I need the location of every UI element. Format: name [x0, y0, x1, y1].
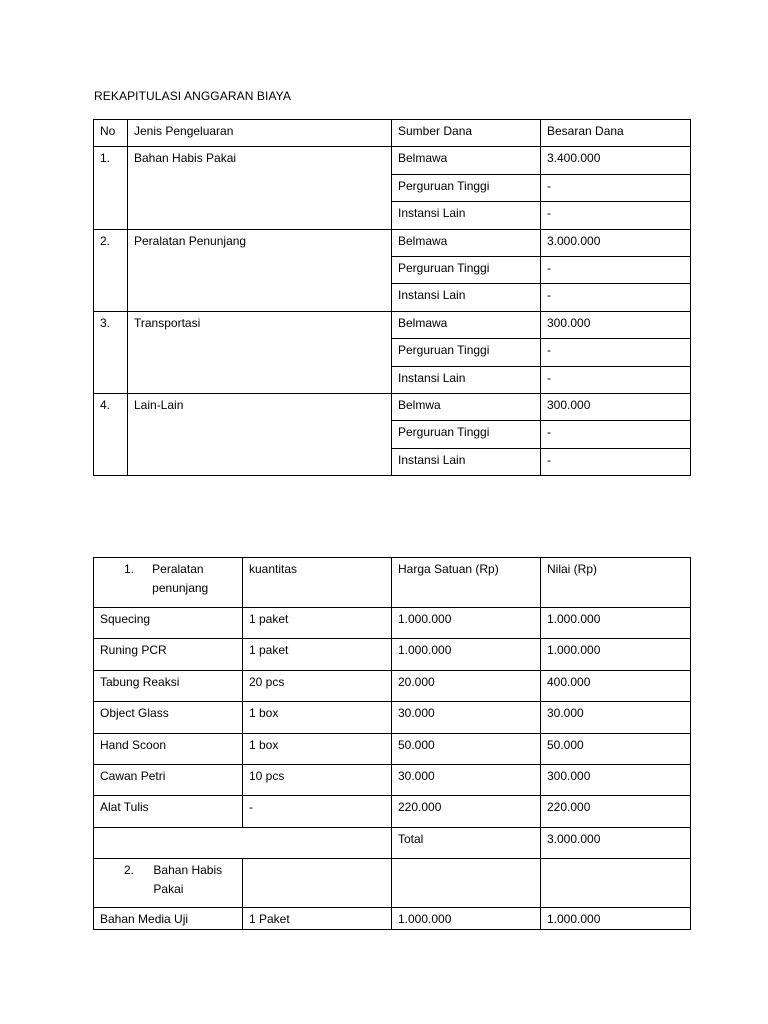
equipment-detail-table: [93, 557, 691, 930]
item-name: Squecing: [94, 608, 243, 639]
item-quantity: -: [243, 796, 392, 827]
section-heading-cell: [94, 859, 243, 908]
row-number: 1.: [94, 147, 128, 229]
item-quantity: 1 paket: [243, 639, 392, 670]
table-row: [94, 311, 691, 338]
funding-amount: -: [541, 421, 691, 448]
section-title: Bahan Habis Pakai: [153, 863, 223, 897]
funding-source: Belmawa: [392, 311, 541, 338]
empty-cell: [541, 859, 691, 908]
column-header-no: No: [94, 120, 128, 147]
item-value: 1.000.000: [541, 608, 691, 639]
section-heading-cell: [94, 558, 243, 608]
column-header-unit-price: Harga Satuan (Rp): [392, 558, 541, 608]
item-quantity: 20 pcs: [243, 670, 392, 701]
item-unit-price: 50.000: [392, 733, 541, 764]
expense-type: Peralatan Penunjang: [128, 229, 392, 311]
table-row: [94, 147, 691, 174]
item-name: Bahan Media Uji: [94, 908, 243, 930]
item-value: 30.000: [541, 702, 691, 733]
row-number: 2.: [94, 229, 128, 311]
budget-summary-table: [93, 119, 691, 476]
funding-source: Instansi Lain: [392, 366, 541, 393]
item-name: Cawan Petri: [94, 764, 243, 795]
total-label: Total: [392, 827, 541, 858]
funding-amount: -: [541, 256, 691, 283]
document-title: REKAPITULASI ANGGARAN BIAYA: [94, 89, 291, 103]
expense-type: Lain-Lain: [128, 393, 392, 475]
column-header-quantity: kuantitas: [243, 558, 392, 608]
item-value: 300.000: [541, 764, 691, 795]
table-row: [94, 702, 691, 733]
item-name: Hand Scoon: [94, 733, 243, 764]
funding-source: Belmawa: [392, 147, 541, 174]
table-row: [94, 733, 691, 764]
column-header-amount: Besaran Dana: [541, 120, 691, 147]
item-value: 1.000.000: [541, 908, 691, 930]
column-header-source: Sumber Dana: [392, 120, 541, 147]
item-unit-price: 20.000: [392, 670, 541, 701]
funding-amount: 3.000.000: [541, 229, 691, 256]
funding-amount: -: [541, 448, 691, 475]
table-row: [94, 764, 691, 795]
expense-type: Transportasi: [128, 311, 392, 393]
table-row: [94, 670, 691, 701]
funding-source: Perguruan Tinggi: [392, 174, 541, 201]
empty-cell: [392, 859, 541, 908]
column-header-type: Jenis Pengeluaran: [128, 120, 392, 147]
item-name: Tabung Reaksi: [94, 670, 243, 701]
funding-amount: -: [541, 339, 691, 366]
funding-source: Instansi Lain: [392, 448, 541, 475]
funding-source: Perguruan Tinggi: [392, 256, 541, 283]
item-name: Object Glass: [94, 702, 243, 733]
funding-amount: 3.400.000: [541, 147, 691, 174]
table-row: [94, 639, 691, 670]
funding-source: Perguruan Tinggi: [392, 339, 541, 366]
table-row: [94, 796, 691, 827]
funding-source: Instansi Lain: [392, 284, 541, 311]
table-row: [94, 393, 691, 420]
empty-cell: [243, 859, 392, 908]
expense-type: Bahan Habis Pakai: [128, 147, 392, 229]
item-value: 400.000: [541, 670, 691, 701]
section-title: Peralatan penunjang: [152, 562, 209, 595]
item-unit-price: 1.000.000: [392, 608, 541, 639]
item-quantity: 1 paket: [243, 608, 392, 639]
section-number: 2.: [124, 863, 135, 878]
funding-amount: -: [541, 202, 691, 229]
row-number: 4.: [94, 393, 128, 475]
table-row: [94, 608, 691, 639]
table-row: [94, 229, 691, 256]
funding-source: Belmawa: [392, 229, 541, 256]
row-number: 3.: [94, 311, 128, 393]
item-name: Alat Tulis: [94, 796, 243, 827]
funding-source: Perguruan Tinggi: [392, 421, 541, 448]
item-unit-price: 30.000: [392, 702, 541, 733]
item-value: 220.000: [541, 796, 691, 827]
item-quantity: 1 box: [243, 733, 392, 764]
funding-amount: -: [541, 366, 691, 393]
item-unit-price: 220.000: [392, 796, 541, 827]
total-blank-cell: [94, 827, 392, 858]
item-value: 50.000: [541, 733, 691, 764]
item-unit-price: 30.000: [392, 764, 541, 795]
funding-source: Belmwa: [392, 393, 541, 420]
item-unit-price: 1.000.000: [392, 908, 541, 930]
item-quantity: 10 pcs: [243, 764, 392, 795]
item-unit-price: 1.000.000: [392, 639, 541, 670]
item-value: 1.000.000: [541, 639, 691, 670]
total-value: 3.000.000: [541, 827, 691, 858]
funding-amount: 300.000: [541, 311, 691, 338]
section-number: 1.: [124, 562, 135, 576]
funding-amount: 300.000: [541, 393, 691, 420]
item-quantity: 1 box: [243, 702, 392, 733]
funding-amount: -: [541, 284, 691, 311]
funding-amount: -: [541, 174, 691, 201]
item-quantity: 1 Paket: [243, 908, 392, 930]
column-header-value: Nilai (Rp): [541, 558, 691, 608]
funding-source: Instansi Lain: [392, 202, 541, 229]
item-name: Runing PCR: [94, 639, 243, 670]
